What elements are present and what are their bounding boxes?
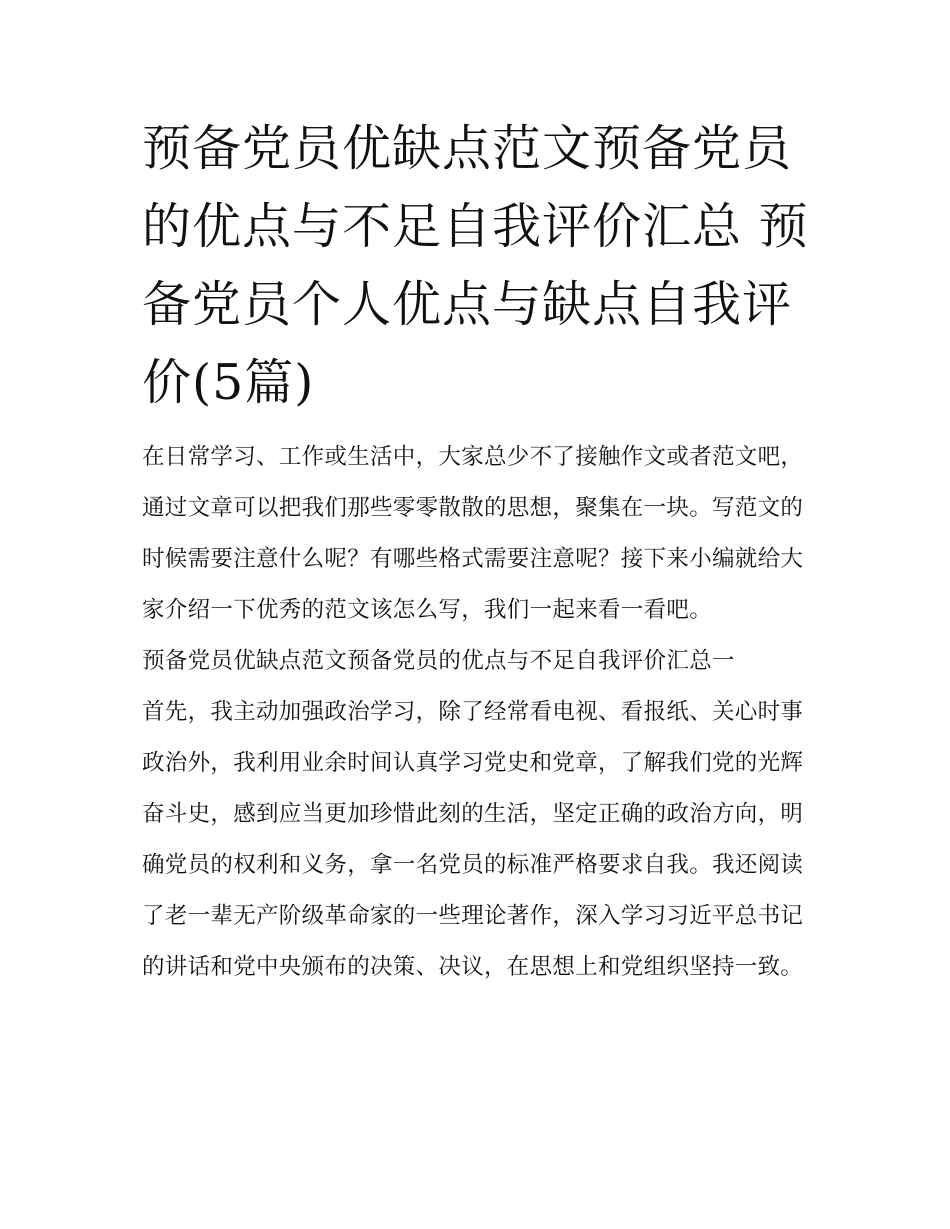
section-heading: 预备党员优缺点范文预备党员的优点与不足自我评价汇总一: [142, 648, 735, 674]
document-body: [142, 432, 817, 993]
body-paragraph: 首先，我主动加强政治学习，除了经常看电视、看报纸、关心时事政治外，我利用业余时间认真学习党史和党章，了解我们党的光辉奋斗史，感到应当更加珍惜此刻的生活，坚定正确的政治方向，明确党员的权利和义务，拿一名党员的标准严格要求自我。我还阅读了老一辈无产阶级革命家的一些理论著作，深入学习习近平总书记的讲话和党中央颁布的决策、决议，在思想上和党组织坚持一致。: [142, 699, 804, 980]
intro-paragraph: 在日常学习、工作或生活中，大家总少不了接触作文或者范文吧，通过文章可以把我们那些零零散散的思想，聚集在一块。写范文的时候需要注意什么呢？有哪些格式需要注意呢？接下来小编就给大家介绍一下优秀的范文该怎么写，我们一起来看一看吧。: [142, 444, 804, 623]
document-title: 预备党员优缺点范文预备党员的优点与不足自我评价汇总 预备党员个人优点与缺点自我评价(5篇): [142, 120, 809, 411]
